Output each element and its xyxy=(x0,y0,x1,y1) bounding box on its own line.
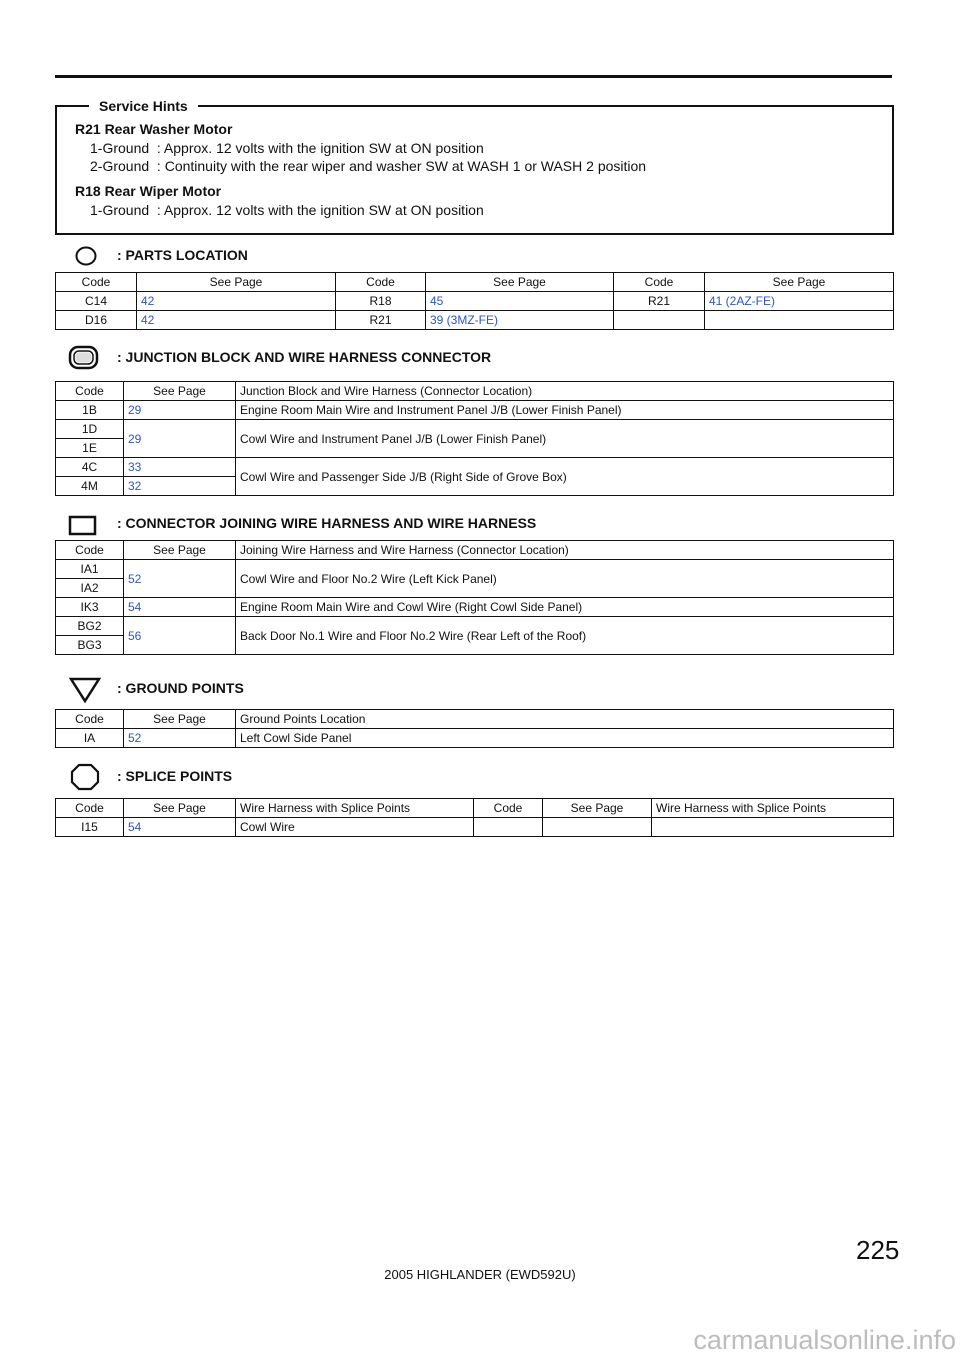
header-code: Code xyxy=(56,273,137,292)
r18-line-1: 1-Ground : Approx. 12 volts with the ignition SW at ON position xyxy=(90,202,484,218)
cell-code: IK3 xyxy=(56,598,124,617)
header-see-page: See Page xyxy=(124,541,236,560)
cell-location: Cowl Wire and Instrument Panel J/B (Lower Finish Panel) xyxy=(236,420,894,458)
header-code: Code xyxy=(56,541,124,560)
cell-see-page-link[interactable]: 45 xyxy=(426,292,614,311)
parts-location-table xyxy=(55,272,894,330)
cell-code: R21 xyxy=(336,311,426,330)
header-code: Code xyxy=(56,710,124,729)
ground-point-triangle-icon xyxy=(68,676,102,704)
cell-code: IA xyxy=(56,729,124,748)
cell-see-page-link[interactable] xyxy=(705,311,894,330)
header-code: Code xyxy=(614,273,705,292)
parts-location-circle-icon xyxy=(74,245,98,267)
table-header-row xyxy=(56,710,894,729)
cell-code: R18 xyxy=(336,292,426,311)
connector-joining-icon xyxy=(68,515,98,537)
cell-see-page-link[interactable]: 33 xyxy=(124,458,236,477)
cell-code: IA2 xyxy=(56,579,124,598)
cell-code xyxy=(614,311,705,330)
junction-block-table xyxy=(55,381,894,496)
cell-location: Engine Room Main Wire and Instrument Panel J/B (Lower Finish Panel) xyxy=(236,401,894,420)
r21-line-2: 2-Ground : Continuity with the rear wiper and washer SW at WASH 1 or WASH 2 position xyxy=(90,158,647,174)
header-see-page: See Page xyxy=(124,382,236,401)
junction-block-icon xyxy=(68,345,100,371)
header-location: Junction Block and Wire Harness (Connector Location) xyxy=(236,382,894,401)
table-row xyxy=(56,292,894,311)
cell-code: 4M xyxy=(56,477,124,496)
table-row xyxy=(56,420,894,439)
cell-wire-harness xyxy=(652,818,894,837)
cell-see-page-link[interactable]: 42 xyxy=(137,311,336,330)
cell-code: 4C xyxy=(56,458,124,477)
cell-code: D16 xyxy=(56,311,137,330)
cell-code: 1E xyxy=(56,439,124,458)
page-number: 225 xyxy=(856,1235,900,1265)
cell-see-page-link[interactable]: 41 (2AZ-FE) xyxy=(705,292,894,311)
table-row xyxy=(56,401,894,420)
header-see-page: See Page xyxy=(124,799,236,818)
service-hints-title: Service Hints xyxy=(89,97,198,115)
header-location: Joining Wire Harness and Wire Harness (Connector Location) xyxy=(236,541,894,560)
splice-points-table xyxy=(55,798,894,837)
table-row xyxy=(56,729,894,748)
header-location: Ground Points Location xyxy=(236,710,894,729)
header-wire-harness: Wire Harness with Splice Points xyxy=(236,799,474,818)
header-see-page: See Page xyxy=(124,710,236,729)
cell-location: Cowl Wire and Floor No.2 Wire (Left Kick Panel) xyxy=(236,560,894,598)
table-row xyxy=(56,458,894,477)
header-see-page: See Page xyxy=(426,273,614,292)
r21-heading: R21 Rear Washer Motor xyxy=(75,121,233,137)
cell-wire-harness: Cowl Wire xyxy=(236,818,474,837)
cell-location: Engine Room Main Wire and Cowl Wire (Right Cowl Side Panel) xyxy=(236,598,894,617)
cell-code: I15 xyxy=(56,818,124,837)
junction-block-title: : JUNCTION BLOCK AND WIRE HARNESS CONNECTOR xyxy=(117,349,492,365)
table-header-row xyxy=(56,541,894,560)
ground-points-title: : GROUND POINTS xyxy=(117,680,244,696)
cell-see-page-link[interactable]: 42 xyxy=(137,292,336,311)
cell-see-page-link[interactable]: 52 xyxy=(124,729,236,748)
header-code: Code xyxy=(56,799,124,818)
connector-joining-title: : CONNECTOR JOINING WIRE HARNESS AND WIRE HARNESS xyxy=(117,515,537,531)
cell-code: IA1 xyxy=(56,560,124,579)
r18-heading: R18 Rear Wiper Motor xyxy=(75,183,222,199)
cell-see-page-link[interactable]: 32 xyxy=(124,477,236,496)
cell-see-page-link[interactable]: 29 xyxy=(124,401,236,420)
footer-model: 2005 HIGHLANDER (EWD592U) xyxy=(384,1267,576,1282)
service-hints-box xyxy=(55,98,894,235)
table-row xyxy=(56,311,894,330)
parts-location-title: : PARTS LOCATION xyxy=(117,247,248,263)
connector-joining-table xyxy=(55,540,894,655)
cell-location: Left Cowl Side Panel xyxy=(236,729,894,748)
table-header-row xyxy=(56,799,894,818)
cell-see-page-link[interactable]: 54 xyxy=(124,818,236,837)
table-row xyxy=(56,818,894,837)
cell-location: Cowl Wire and Passenger Side J/B (Right Side of Grove Box) xyxy=(236,458,894,496)
header-code: Code xyxy=(56,382,124,401)
table-header-row xyxy=(56,273,894,292)
ground-points-table xyxy=(55,709,894,748)
cell-see-page-link[interactable]: 56 xyxy=(124,617,236,655)
header-see-page: See Page xyxy=(137,273,336,292)
table-header-row xyxy=(56,382,894,401)
cell-code xyxy=(474,818,543,837)
cell-see-page-link[interactable] xyxy=(543,818,652,837)
table-row xyxy=(56,617,894,636)
cell-code: BG3 xyxy=(56,636,124,655)
header-wire-harness: Wire Harness with Splice Points xyxy=(652,799,894,818)
cell-code: 1B xyxy=(56,401,124,420)
cell-code: 1D xyxy=(56,420,124,439)
cell-code: R21 xyxy=(614,292,705,311)
cell-see-page-link[interactable]: 39 (3MZ-FE) xyxy=(426,311,614,330)
cell-code: BG2 xyxy=(56,617,124,636)
splice-points-title: : SPLICE POINTS xyxy=(117,768,233,784)
table-row xyxy=(56,560,894,579)
cell-see-page-link[interactable]: 54 xyxy=(124,598,236,617)
header-see-page: See Page xyxy=(543,799,652,818)
top-rule xyxy=(55,75,892,78)
cell-location: Back Door No.1 Wire and Floor No.2 Wire (Rear Left of the Roof) xyxy=(236,617,894,655)
splice-point-octagon-icon xyxy=(69,762,101,792)
header-code: Code xyxy=(474,799,543,818)
cell-see-page-link[interactable]: 29 xyxy=(124,420,236,458)
r21-line-1: 1-Ground : Approx. 12 volts with the ignition SW at ON position xyxy=(90,140,484,156)
cell-see-page-link[interactable]: 52 xyxy=(124,560,236,598)
header-code: Code xyxy=(336,273,426,292)
watermark: carmanualsonline.info xyxy=(693,1325,956,1355)
table-row xyxy=(56,598,894,617)
header-see-page: See Page xyxy=(705,273,894,292)
cell-code: C14 xyxy=(56,292,137,311)
